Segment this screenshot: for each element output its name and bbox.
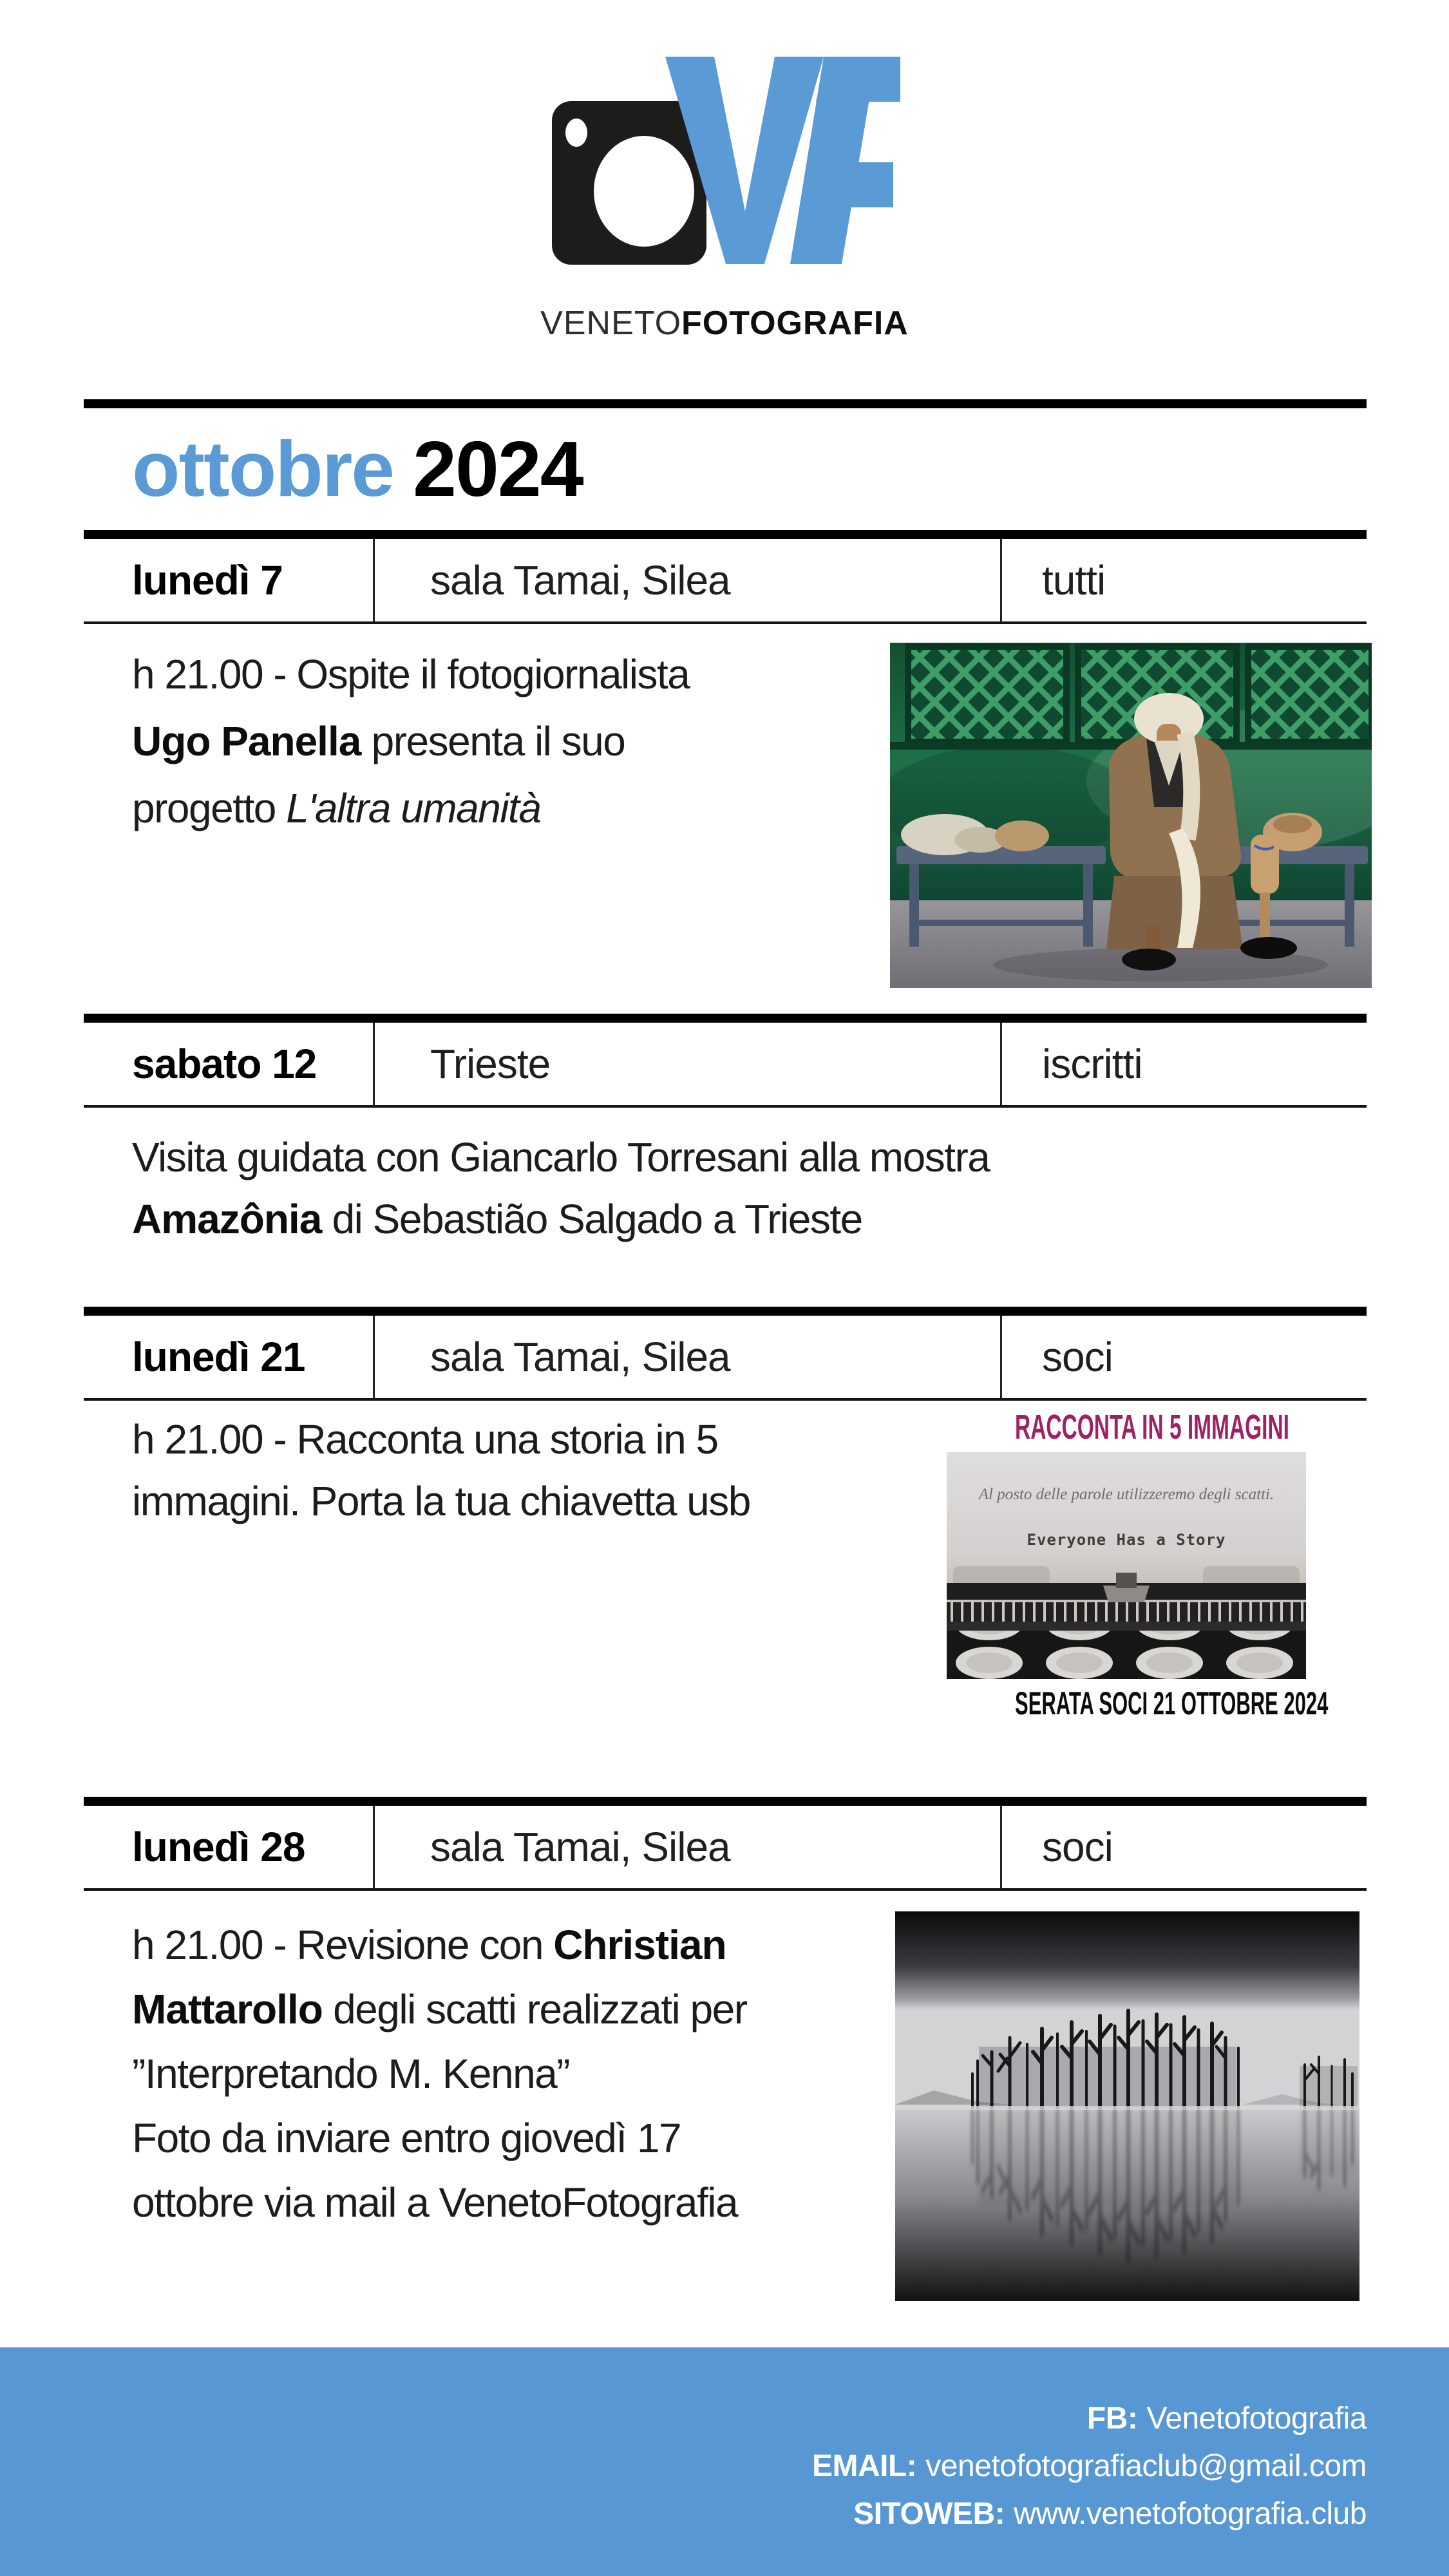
page-title bbox=[132, 417, 583, 520]
footer-contact-bar bbox=[0, 2347, 1449, 2576]
desc-line: progetto L'altra umanità bbox=[132, 785, 541, 831]
footer-facebook bbox=[0, 2395, 1367, 2443]
poster-caption: SERATA SOCI 21 OTTOBRE 2024 bbox=[1015, 1685, 1329, 1721]
desc-line: Ugo Panella presenta il suo bbox=[132, 718, 625, 764]
event-location: sala Tamai, Silea bbox=[373, 1316, 1000, 1398]
brand-wordmark-veneto: VENETO bbox=[540, 305, 682, 342]
event-date: lunedì 7 bbox=[132, 557, 283, 603]
event-poster-racconta bbox=[947, 1452, 1306, 1679]
desc-line: Visita guidata con Giancarlo Torresani alla mostra bbox=[132, 1134, 990, 1180]
event-description-sabato-12 bbox=[132, 1126, 989, 1250]
event-audience: soci bbox=[1000, 1316, 1367, 1398]
desc-line: ”Interpretando M. Kenna” bbox=[132, 2050, 570, 2097]
desc-line: Amazônia di Sebastião Salgado a Trieste bbox=[132, 1196, 862, 1242]
poster-title: RACCONTA IN 5 IMMAGINI bbox=[1015, 1408, 1289, 1446]
event-photo-kenna-trees bbox=[895, 1911, 1359, 2301]
event-row-lunedi-7 bbox=[84, 530, 1367, 624]
desc-line: h 21.00 - Ospite il fotogiornalista bbox=[132, 651, 690, 697]
brand-wordmark-fotografia: FOTOGRAFIA bbox=[681, 305, 909, 342]
desc-line: h 21.00 - Revisione con Christian bbox=[132, 1922, 726, 1968]
page-title-month: ottobre bbox=[132, 425, 394, 513]
event-date: lunedì 21 bbox=[132, 1334, 305, 1380]
title-top-rule bbox=[84, 399, 1367, 408]
event-audience: soci bbox=[1000, 1806, 1367, 1888]
facebook-label: FB: bbox=[1086, 2401, 1138, 2436]
email-value: venetofotografiaclub@gmail.com bbox=[925, 2449, 1367, 2483]
event-description-lunedi-21 bbox=[132, 1408, 750, 1532]
event-description-lunedi-7 bbox=[132, 641, 689, 842]
event-audience: iscritti bbox=[1000, 1023, 1367, 1105]
desc-line: h 21.00 - Racconta una storia in 5 bbox=[132, 1416, 718, 1463]
desc-line: Foto da inviare entro giovedì 17 bbox=[132, 2115, 681, 2161]
event-row-lunedi-21 bbox=[84, 1307, 1367, 1401]
event-audience: tutti bbox=[1000, 539, 1367, 621]
website-value: www.venetofotografia.club bbox=[1014, 2497, 1367, 2531]
event-location: sala Tamai, Silea bbox=[373, 539, 1000, 621]
camera-vf-logo-icon bbox=[551, 54, 902, 267]
footer-website bbox=[0, 2490, 1367, 2538]
desc-line: ottobre via mail a VenetoFotografia bbox=[132, 2179, 738, 2226]
event-location: Trieste bbox=[373, 1023, 1000, 1105]
event-date: sabato 12 bbox=[132, 1041, 317, 1087]
footer-email bbox=[0, 2443, 1367, 2490]
poster-subtitle-italic: Al posto delle parole utilizzeremo degli scatti. bbox=[978, 1486, 1274, 1503]
event-photo-ugo-panella bbox=[890, 643, 1372, 988]
email-label: EMAIL: bbox=[811, 2449, 917, 2483]
event-location: sala Tamai, Silea bbox=[373, 1806, 1000, 1888]
typewriter-illustration bbox=[947, 1566, 1306, 1679]
website-label: SITOWEB: bbox=[853, 2497, 1005, 2531]
poster-typewriter-text: Everyone Has a Story bbox=[1027, 1531, 1226, 1549]
facebook-value: Venetofotografia bbox=[1146, 2401, 1367, 2436]
event-description-lunedi-28 bbox=[132, 1913, 747, 2235]
desc-line: Mattarollo degli scatti realizzati per bbox=[132, 1986, 747, 2032]
desc-line: immagini. Porta la tua chiavetta usb bbox=[132, 1478, 750, 1524]
page-title-year: 2024 bbox=[413, 425, 583, 513]
brand-wordmark bbox=[0, 304, 1449, 343]
event-row-sabato-12 bbox=[84, 1014, 1367, 1108]
event-date: lunedì 28 bbox=[132, 1824, 305, 1870]
event-row-lunedi-28 bbox=[84, 1797, 1367, 1891]
